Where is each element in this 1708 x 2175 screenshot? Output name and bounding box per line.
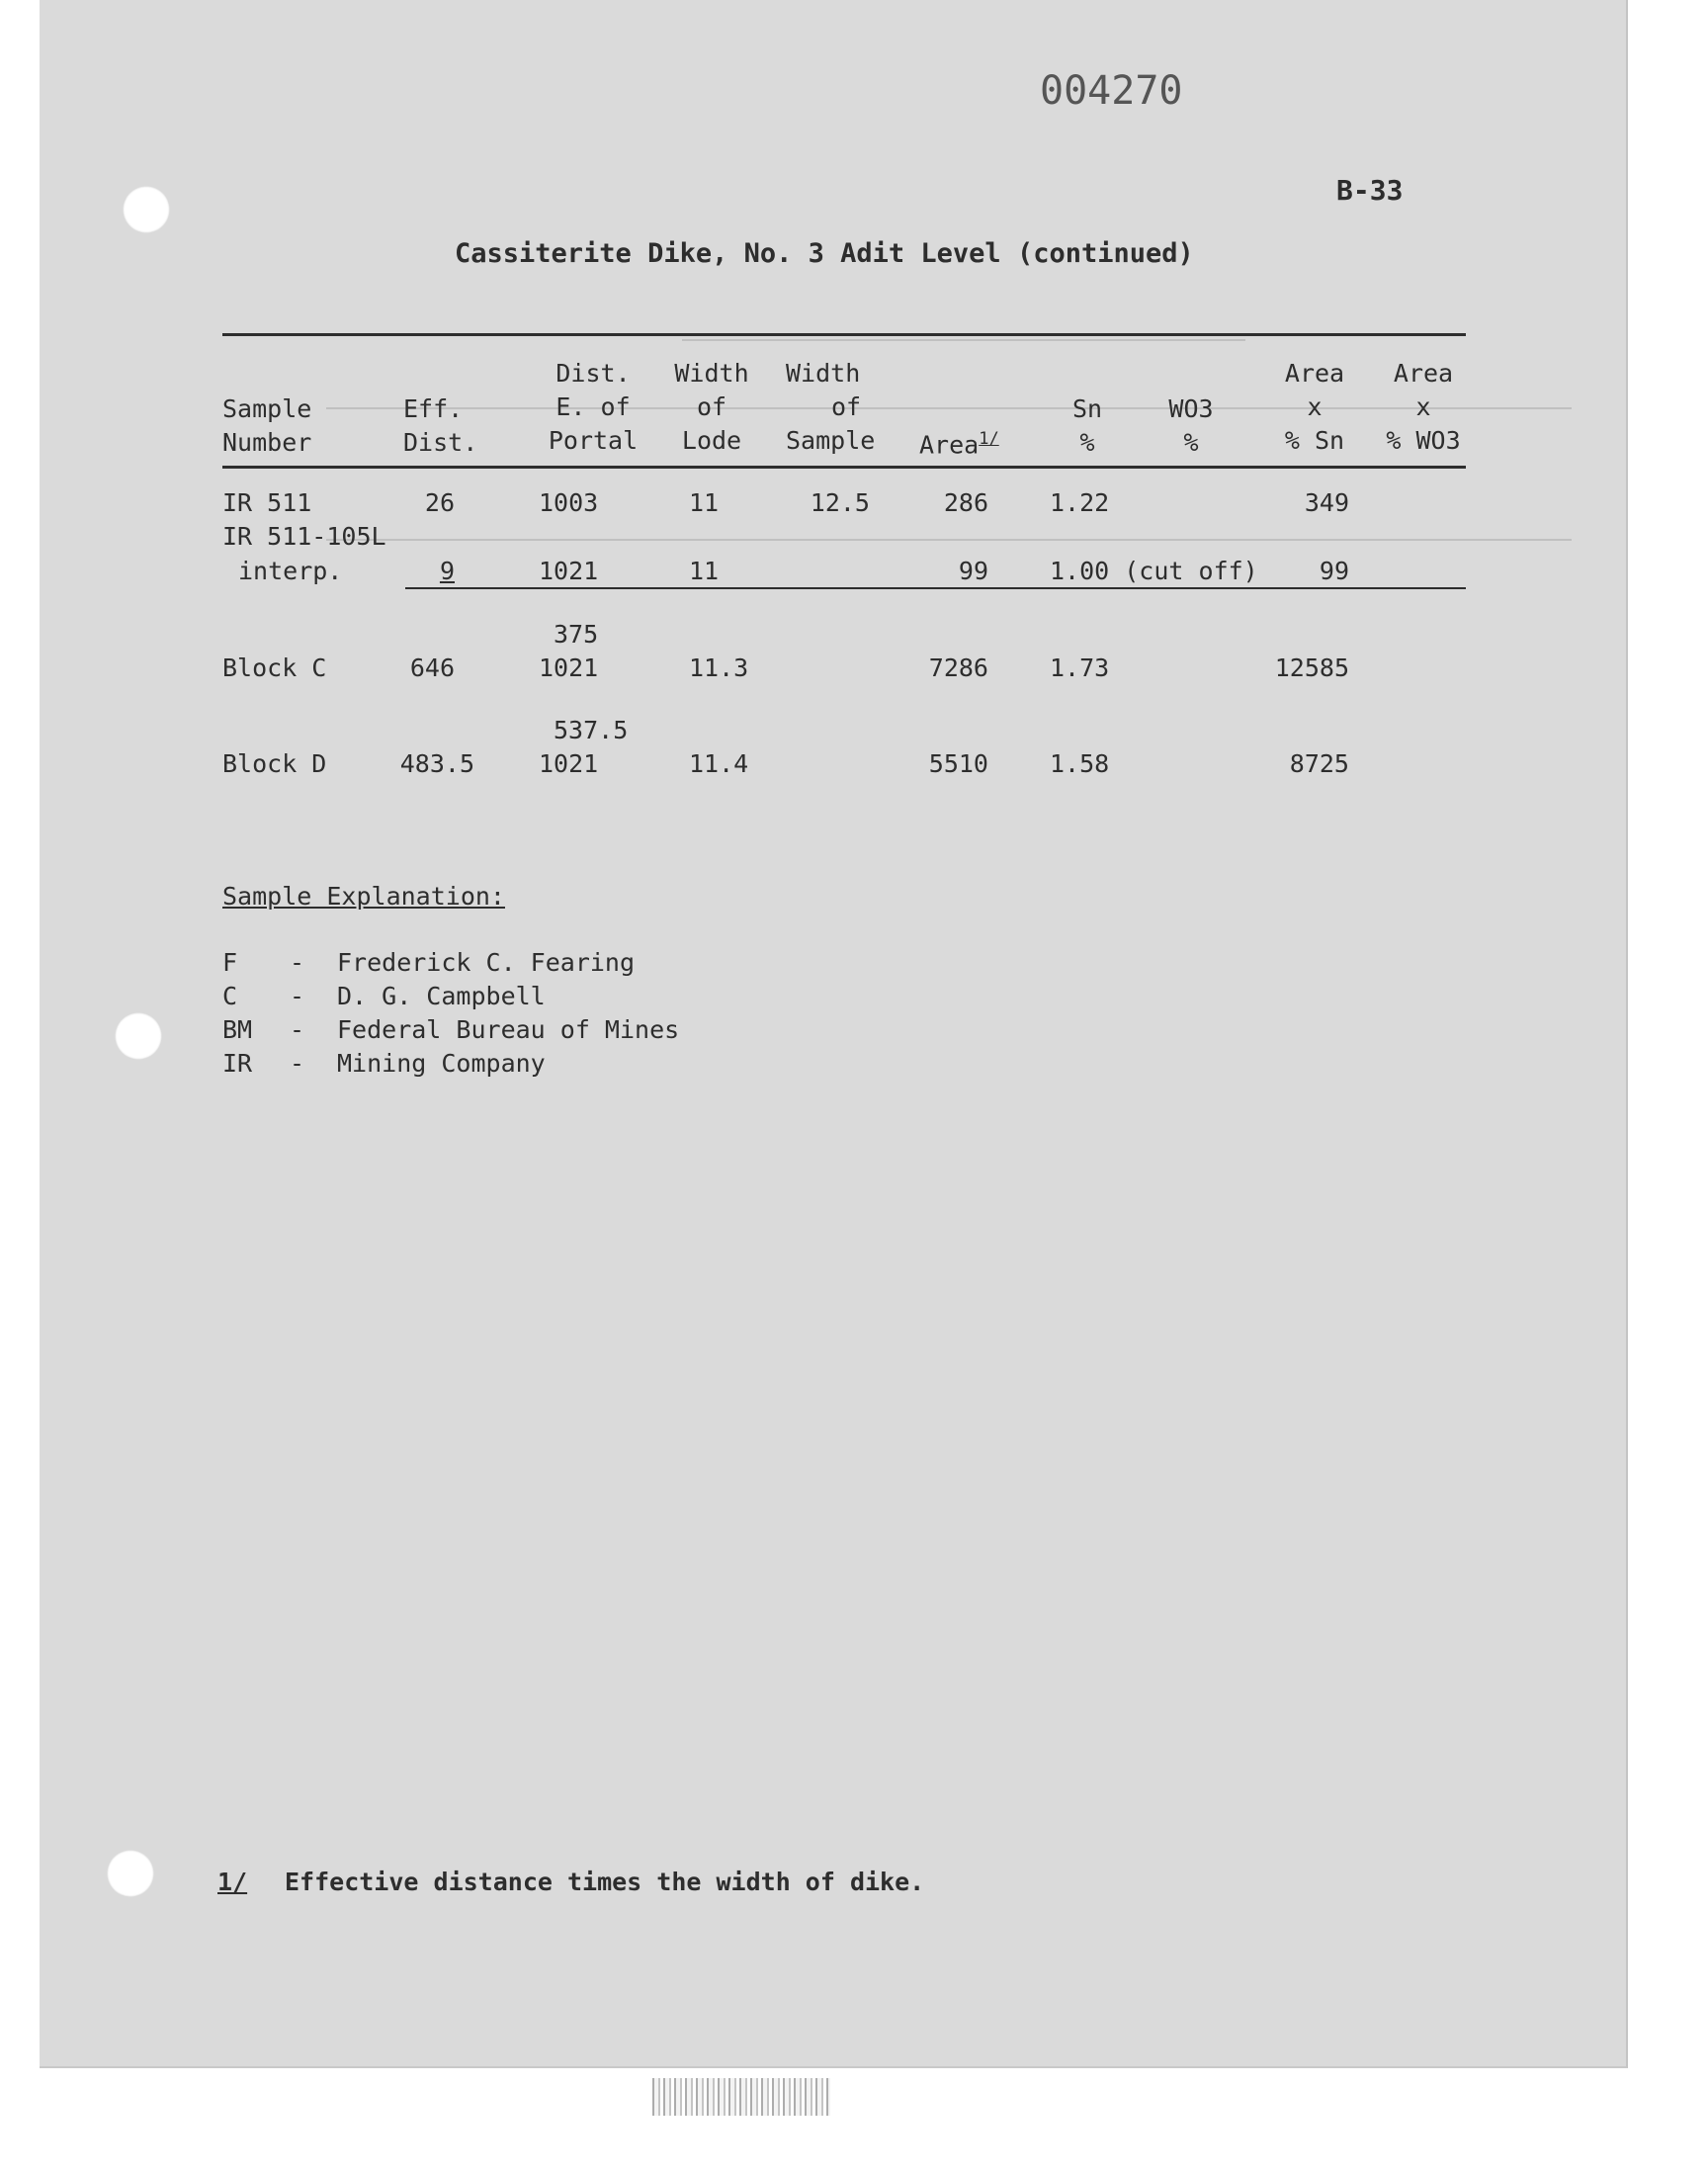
header-text: Width [786,359,861,388]
cell-sample-note: interp. [238,557,343,585]
table-top-rule [222,333,1466,336]
cell-area: 5510 [928,749,988,778]
cell-dist-portal: 1021 [539,749,599,778]
header-text: x [1307,392,1323,421]
header-text: % [1079,428,1095,457]
cell-area-sn: 12585 [1274,653,1349,682]
header-text: Sample [222,394,312,423]
explanation-code: BM [222,1015,253,1044]
header-width-lode [662,357,761,458]
stamp-number: 004270 [1040,68,1183,114]
explanation-code: F [222,948,238,977]
header-width-sample [786,357,875,458]
cell-sn: 1.58 [1050,749,1110,778]
header-text: % Sn [1284,426,1345,455]
cell-area-sn: 349 [1304,488,1349,517]
header-text: x [1415,392,1431,421]
cell-width-sample: 12.5 [810,488,870,517]
header-area-sn [1275,357,1354,458]
header-text: of [696,392,727,421]
header-text: of [831,392,862,421]
header-eff-dist [403,392,477,460]
cell-sample: IR 511 [222,488,312,517]
explanation-name: Frederick C. Fearing [337,948,636,977]
page-label: B-33 [1336,174,1404,207]
cell-sample: Block D [222,749,327,778]
bleed-through-rule [682,339,1245,341]
cell-sn: 1.00 (cut off) [1050,557,1258,585]
cell-dist-portal: 1003 [539,488,599,517]
punch-hole-middle [115,1012,162,1060]
explanation-name: Federal Bureau of Mines [337,1015,680,1044]
cell-sn: 1.73 [1050,653,1110,682]
header-area-wo3 [1369,357,1478,458]
header-sn [1058,392,1117,460]
explanation-name: Mining Company [337,1049,546,1078]
cell-area: 99 [958,557,988,585]
header-dist-portal [534,357,652,458]
explanation-code: C [222,982,238,1010]
subtotal-rule [405,587,1466,589]
cell-width-lode: 11 [689,557,720,585]
cell-width-lode: 11 [689,488,720,517]
header-text: Area [1284,359,1345,388]
header-text: WO3 [1168,394,1214,423]
header-text: Eff. [403,394,464,423]
explanation-dash: - [290,982,305,1010]
header-text: Area [919,430,980,460]
header-text: Portal [548,426,639,455]
footnote-text: Effective distance times the width of dike. [285,1868,925,1896]
table-header-rule [222,466,1466,469]
explanation-dash: - [290,1049,305,1078]
document-page [40,0,1628,2068]
cell-dist-portal: 1021 [539,653,599,682]
cell-sample: Block C [222,653,327,682]
cell-area: 286 [943,488,988,517]
cell-area-sn: 8725 [1289,749,1349,778]
explanation-dash: - [290,1015,305,1044]
cell-eff-dist: 26 [424,488,455,517]
header-sample-number [222,392,311,460]
cell-area: 7286 [928,653,988,682]
cell-eff-dist: 9 [439,557,455,585]
footnote-marker: 1/ [217,1868,248,1896]
header-text: Width [674,359,749,388]
cell-eff-dist: 646 [409,653,455,682]
header-wo3 [1156,392,1226,460]
header-text: Sn [1071,394,1103,423]
header-text: Dist. [555,359,631,388]
header-text: Dist. [403,428,478,457]
bleed-through-rule [326,539,1572,541]
punch-hole-bottom [107,1850,154,1897]
cell-sn: 1.22 [1050,488,1110,517]
header-text: E. of [555,392,631,421]
header-area [919,424,999,460]
explanation-name: D. G. Campbell [337,982,546,1010]
explanation-heading: Sample Explanation: [222,882,505,911]
footnote-ref: 1/ [979,429,999,449]
page-title: Cassiterite Dike, No. 3 Adit Level (continued) [455,238,1194,269]
cell-sample: IR 511-105L [222,522,386,551]
cell-area-sn: 99 [1319,557,1349,585]
header-text: Area [1393,359,1454,388]
cell-dist-portal-top: 537.5 [554,716,629,744]
cell-eff-dist: 483.5 [399,749,474,778]
header-text: Lode [681,426,742,455]
cell-width-lode: 11.4 [689,749,749,778]
cell-dist-portal-top: 375 [554,620,599,649]
scan-binding-strip [652,2078,830,2116]
header-text: Number [222,428,312,457]
cell-dist-portal: 1021 [539,557,599,585]
header-text: % WO3 [1386,426,1461,455]
punch-hole-top [123,186,170,233]
cell-width-lode: 11.3 [689,653,749,682]
header-text: Sample [786,426,876,455]
explanation-code: IR [222,1049,253,1078]
explanation-dash: - [290,948,305,977]
header-text: % [1183,428,1199,457]
